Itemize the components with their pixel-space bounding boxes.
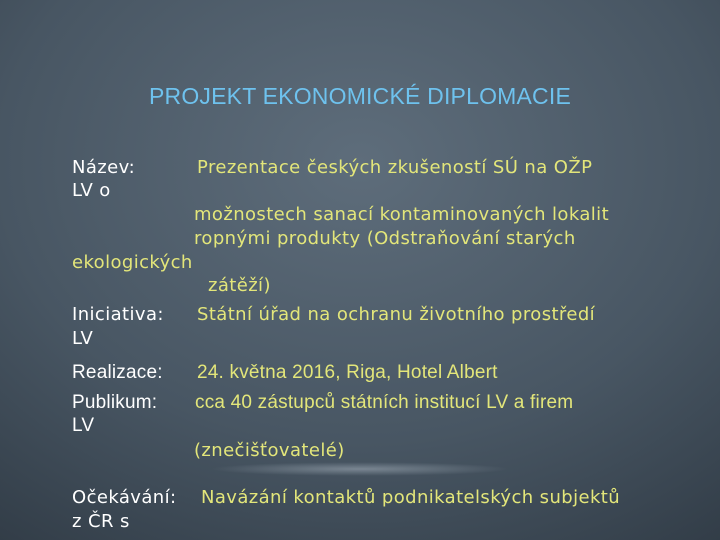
nazev-value-line1: Prezentace českých zkušeností SÚ na OŽP — [197, 157, 593, 178]
ocekavani-value: Navázání kontaktů podnikatelských subjektů — [201, 487, 621, 508]
iniciativa-value: Státní úřad na ochranu životního prostředí — [197, 304, 596, 325]
publikum-label: Publikum: — [72, 392, 158, 413]
iniciativa-label-cont: LV — [72, 328, 94, 349]
nazev-label-cont: LV o — [72, 180, 111, 201]
nazev-label: Název: — [72, 157, 136, 178]
slide-title: PROJEKT EKONOMICKÉ DIPLOMACIE — [148, 83, 571, 109]
realizace-value: 24. května 2016, Riga, Hotel Albert — [197, 362, 498, 383]
nazev-value-line5: zátěží) — [208, 275, 271, 296]
nazev-value-line3: ropnými produkty (Odstraňování starých — [194, 228, 576, 249]
iniciativa-label: Iniciativa: — [72, 304, 164, 325]
ocekavani-label: Očekávání: — [72, 487, 177, 508]
publikum-label-cont: LV — [72, 415, 95, 436]
divider-glow — [210, 462, 510, 476]
nazev-value-line2: možnostech sanací kontaminovaných lokalit — [194, 204, 610, 225]
nazev-value-line4: ekologických — [72, 252, 193, 273]
realizace-label: Realizace: — [72, 362, 163, 383]
publikum-value-cont: (znečišťovatelé) — [194, 440, 345, 461]
publikum-value: cca 40 zástupců státních institucí LV a firem — [195, 392, 574, 413]
ocekavani-label-cont: z ČR s — [72, 511, 130, 532]
